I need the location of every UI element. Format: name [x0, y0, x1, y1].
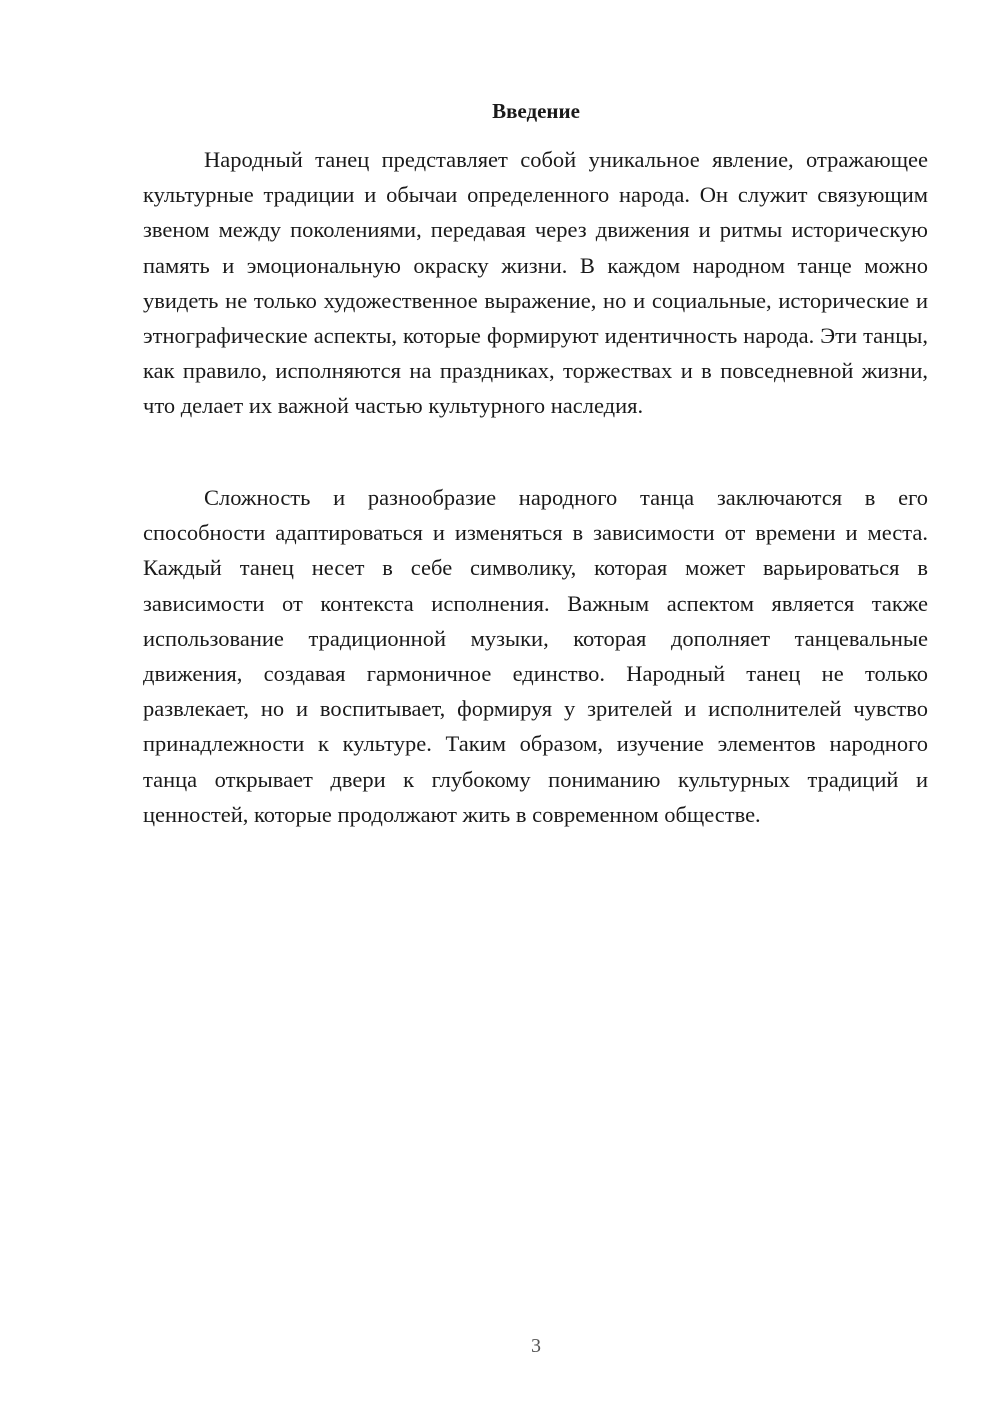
paragraph-2 — [143, 480, 928, 832]
paragraph-1 — [143, 142, 928, 424]
paragraph-2-text: Сложность и разнообразие народного танца заключаются в его способности адаптироваться и изменяться в зависимости от времени и места. Каждый танец несет в себе символику, которая может варьироваться в зависимости от контекста исполнения. Важным аспектом является также использование традиционной музыки, которая дополняет танцевальные движения, создавая гармоничное единство. Народный танец не только развлекает, но и воспитывает, формируя у зрителей и исполнителей чувство принадлежности к культуре. Таким образом, изучение элементов народного танца открывает двери к глубокому пониманию культурных традиций и ценностей, которые продолжают жить в современном обществе. — [143, 485, 928, 827]
page-number: 3 — [531, 1335, 541, 1357]
paragraph-1-text: Народный танец представляет собой уникальное явление, отражающее культурные традиции и обычаи определенного народа. Он служит связующим звеном между поколениями, передавая через движения и ритмы историческую память и эмоциональную окраску жизни. В каждом народном танце можно увидеть не только художественное выражение, но и социальные, исторические и этнографические аспекты, которые формируют идентичность народа. Эти танцы, как правило, исполняются на праздниках, торжествах и в повседневной жизни, что делает их важной частью культурного наследия. — [143, 147, 928, 419]
section-heading: Введение — [492, 99, 580, 123]
